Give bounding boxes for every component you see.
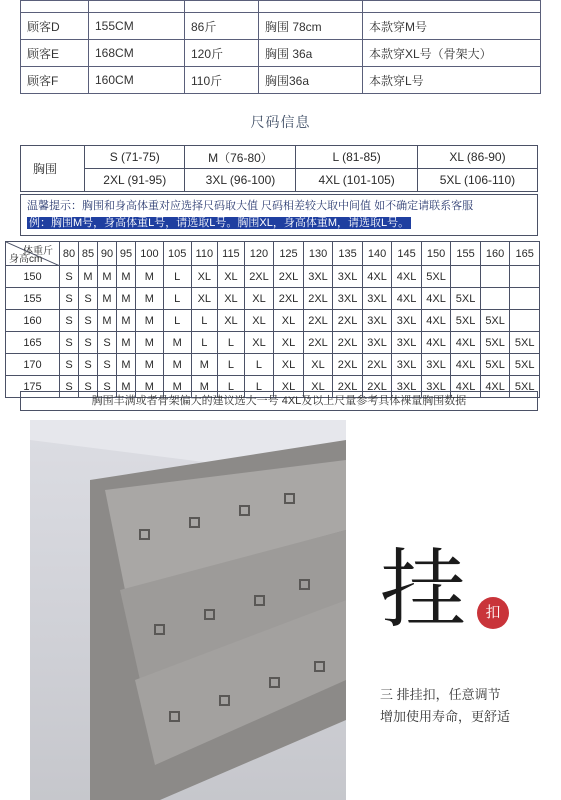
height-header: 165 (6, 332, 60, 354)
size-cell: S (98, 376, 117, 398)
size-cell: 3XL (362, 310, 392, 332)
size-chart-grid (5, 241, 540, 398)
size-cell: S (79, 354, 98, 376)
size-cell: 3XL (362, 288, 392, 310)
size-cell: M (117, 310, 136, 332)
size-cell: 5XL (510, 376, 540, 398)
grid-row (6, 266, 540, 288)
size-cell: 5XL (480, 354, 510, 376)
size-cell: S (71-75) (85, 146, 185, 169)
weight-header: 105 (163, 242, 191, 266)
size-cell: 3XL (392, 354, 422, 376)
size-cell (451, 266, 481, 288)
size-cell: M (163, 376, 191, 398)
size-cell: 4XL (451, 332, 481, 354)
size-cell: 4XL (392, 266, 422, 288)
size-cell: 3XL (392, 376, 422, 398)
size-cell: 4XL (392, 288, 422, 310)
customer-weight: 120斤 (185, 40, 259, 67)
size-cell: L (191, 332, 218, 354)
size-cell (480, 288, 510, 310)
size-cell: 2XL (91-95) (85, 169, 185, 192)
size-cell: XL (274, 332, 304, 354)
size-cell: 2XL (244, 266, 274, 288)
weight-header: 125 (274, 242, 304, 266)
weight-header: 130 (303, 242, 333, 266)
size-cell: 3XL (362, 332, 392, 354)
size-cell: 3XL (333, 266, 363, 288)
customer-row (21, 13, 541, 40)
size-cell: 2XL (362, 376, 392, 398)
size-cell: M (136, 332, 164, 354)
size-cell (510, 266, 540, 288)
weight-header: 115 (218, 242, 245, 266)
size-cell: L (244, 376, 274, 398)
weight-header: 165 (510, 242, 540, 266)
size-cell: M (191, 354, 218, 376)
size-cell: XL (303, 376, 333, 398)
size-cell: L (244, 354, 274, 376)
customer-wear: 本款穿M号 (363, 13, 541, 40)
size-cell: 4XL (362, 266, 392, 288)
size-cell: S (79, 288, 98, 310)
grid-footnote: 胸围丰满或者骨架偏大的建议选大一号 4XL及以上尺量参考具体裸量胸围数据 (20, 391, 538, 411)
feature-seal: 扣 (477, 597, 509, 629)
feature-big-character: 挂 (380, 540, 466, 640)
size-cell: 4XL (421, 332, 451, 354)
size-cell: XL (218, 310, 245, 332)
customer-name (21, 1, 89, 13)
customer-name: 顾客F (21, 67, 89, 94)
size-cell: XL (274, 310, 304, 332)
product-photo-hook-closure (30, 420, 346, 800)
size-cell: 4XL (421, 288, 451, 310)
size-cell: 2XL (303, 332, 333, 354)
size-cell: L (218, 332, 245, 354)
customer-height: 155CM (89, 13, 185, 40)
size-cell: 2XL (333, 354, 363, 376)
size-cell: XL (86-90) (417, 146, 537, 169)
size-cell: 5XL (510, 332, 540, 354)
bust-label: 胸围 (21, 146, 85, 192)
size-cell: L (163, 288, 191, 310)
weight-header: 160 (480, 242, 510, 266)
grid-row (6, 310, 540, 332)
tip-box (20, 194, 538, 236)
weight-header: 150 (421, 242, 451, 266)
weight-header: 145 (392, 242, 422, 266)
customer-name: 顾客D (21, 13, 89, 40)
size-cell: S (60, 354, 79, 376)
size-cell: M (136, 266, 164, 288)
size-cell: 2XL (274, 288, 304, 310)
height-header: 150 (6, 266, 60, 288)
grid-row (6, 288, 540, 310)
weight-header: 95 (117, 242, 136, 266)
size-cell: 4XL (451, 376, 481, 398)
size-cell: L (81-85) (296, 146, 417, 169)
customer-row (21, 67, 541, 94)
size-cell: XL (218, 266, 245, 288)
size-cell: 3XL (421, 376, 451, 398)
size-cell: S (60, 310, 79, 332)
customer-weight: 110斤 (185, 67, 259, 94)
size-cell: 2XL (274, 266, 304, 288)
size-cell: M (98, 288, 117, 310)
size-cell: 3XL (392, 310, 422, 332)
size-cell: L (163, 310, 191, 332)
size-cell (510, 310, 540, 332)
size-cell: M (191, 376, 218, 398)
height-header: 170 (6, 354, 60, 376)
size-cell: 3XL (303, 266, 333, 288)
size-cell: 2XL (303, 288, 333, 310)
customer-bust: 胸围 36a (259, 40, 363, 67)
size-cell: L (218, 376, 245, 398)
weight-header: 90 (98, 242, 117, 266)
size-cell: 5XL (106-110) (417, 169, 537, 192)
size-cell: M（76-80） (185, 146, 296, 169)
size-cell: 2XL (333, 332, 363, 354)
feature-description (380, 684, 510, 728)
size-cell: S (60, 288, 79, 310)
size-cell: XL (274, 376, 304, 398)
height-header: 175 (6, 376, 60, 398)
size-cell: 3XL (96-100) (185, 169, 296, 192)
size-cell: 5XL (510, 354, 540, 376)
weight-header: 135 (333, 242, 363, 266)
size-cell: S (60, 332, 79, 354)
customer-row (21, 40, 541, 67)
size-cell: S (60, 266, 79, 288)
size-cell: M (117, 354, 136, 376)
size-cell: 2XL (333, 376, 363, 398)
size-info-table (20, 145, 538, 192)
size-cell: M (98, 266, 117, 288)
size-cell: XL (191, 266, 218, 288)
size-cell: 3XL (333, 288, 363, 310)
weight-header: 85 (79, 242, 98, 266)
size-cell: M (163, 332, 191, 354)
size-cell: 2XL (362, 354, 392, 376)
size-cell: S (98, 354, 117, 376)
size-cell: S (60, 376, 79, 398)
size-cell: 2XL (303, 310, 333, 332)
size-cell: 4XL (480, 376, 510, 398)
size-cell: 4XL (421, 310, 451, 332)
size-cell: L (163, 266, 191, 288)
size-info-title: 尺码信息 (250, 114, 311, 130)
weight-header: 110 (191, 242, 218, 266)
customer-row (21, 1, 541, 13)
customer-weight (185, 1, 259, 13)
grid-row (6, 354, 540, 376)
weight-header: 80 (60, 242, 79, 266)
size-cell: 5XL (451, 310, 481, 332)
tip-example: 例：胸围M号，身高体重L号，请选取L号。胸围XL，身高体重M，请选取L号。 (29, 217, 410, 229)
tip-line: 温馨提示：胸围和身高体重对应选择尺码取大值 尺码相差较大取中间值 如不确定请联系客服 (27, 200, 474, 212)
size-cell: XL (244, 288, 274, 310)
customer-height: 168CM (89, 40, 185, 67)
customer-wear: 本款穿XL号（骨架大） (363, 40, 541, 67)
corner-weight-label: 体重斤 (23, 246, 53, 257)
size-cell (480, 266, 510, 288)
size-cell: M (79, 266, 98, 288)
size-cell: M (136, 288, 164, 310)
size-cell: S (79, 376, 98, 398)
customer-bust: 胸围 78cm (259, 13, 363, 40)
size-cell: S (79, 310, 98, 332)
corner-height-label: 身高cm (9, 254, 43, 265)
customer-name: 顾客E (21, 40, 89, 67)
size-cell: 4XL (451, 354, 481, 376)
size-cell: XL (244, 332, 274, 354)
feature-line: 三 排挂扣，任意调节 (380, 687, 501, 702)
size-cell: XL (244, 310, 274, 332)
grid-corner (6, 242, 60, 266)
size-cell: XL (218, 288, 245, 310)
grid-row (6, 332, 540, 354)
size-cell: 4XL (101-105) (296, 169, 417, 192)
size-cell: M (136, 354, 164, 376)
customer-height: 160CM (89, 67, 185, 94)
size-cell: 5XL (480, 310, 510, 332)
size-cell: S (98, 332, 117, 354)
size-cell: 3XL (392, 332, 422, 354)
customer-height (89, 1, 185, 13)
size-cell: L (218, 354, 245, 376)
size-cell: M (117, 266, 136, 288)
customer-weight: 86斤 (185, 13, 259, 40)
size-cell: 5XL (480, 332, 510, 354)
customer-wear (363, 1, 541, 13)
feature-line: 增加使用寿命，更舒适 (380, 709, 511, 724)
height-header: 155 (6, 288, 60, 310)
customer-wear: 本款穿L号 (363, 67, 541, 94)
size-cell: L (191, 310, 218, 332)
height-header: 160 (6, 310, 60, 332)
size-cell: 3XL (421, 354, 451, 376)
size-cell (510, 288, 540, 310)
size-cell: M (163, 354, 191, 376)
size-cell: XL (191, 288, 218, 310)
size-cell: M (136, 376, 164, 398)
size-cell: 5XL (421, 266, 451, 288)
customer-table (20, 0, 541, 94)
size-cell: M (117, 332, 136, 354)
size-cell: M (98, 310, 117, 332)
size-cell: M (136, 310, 164, 332)
weight-header: 100 (136, 242, 164, 266)
size-cell: S (79, 332, 98, 354)
size-cell: XL (303, 354, 333, 376)
size-cell: XL (274, 354, 304, 376)
size-cell: M (117, 376, 136, 398)
weight-header: 120 (244, 242, 274, 266)
size-cell: M (117, 288, 136, 310)
customer-bust (259, 1, 363, 13)
size-cell: 5XL (451, 288, 481, 310)
weight-header: 140 (362, 242, 392, 266)
customer-bust: 胸围36a (259, 67, 363, 94)
weight-header: 155 (451, 242, 481, 266)
size-cell: 2XL (333, 310, 363, 332)
